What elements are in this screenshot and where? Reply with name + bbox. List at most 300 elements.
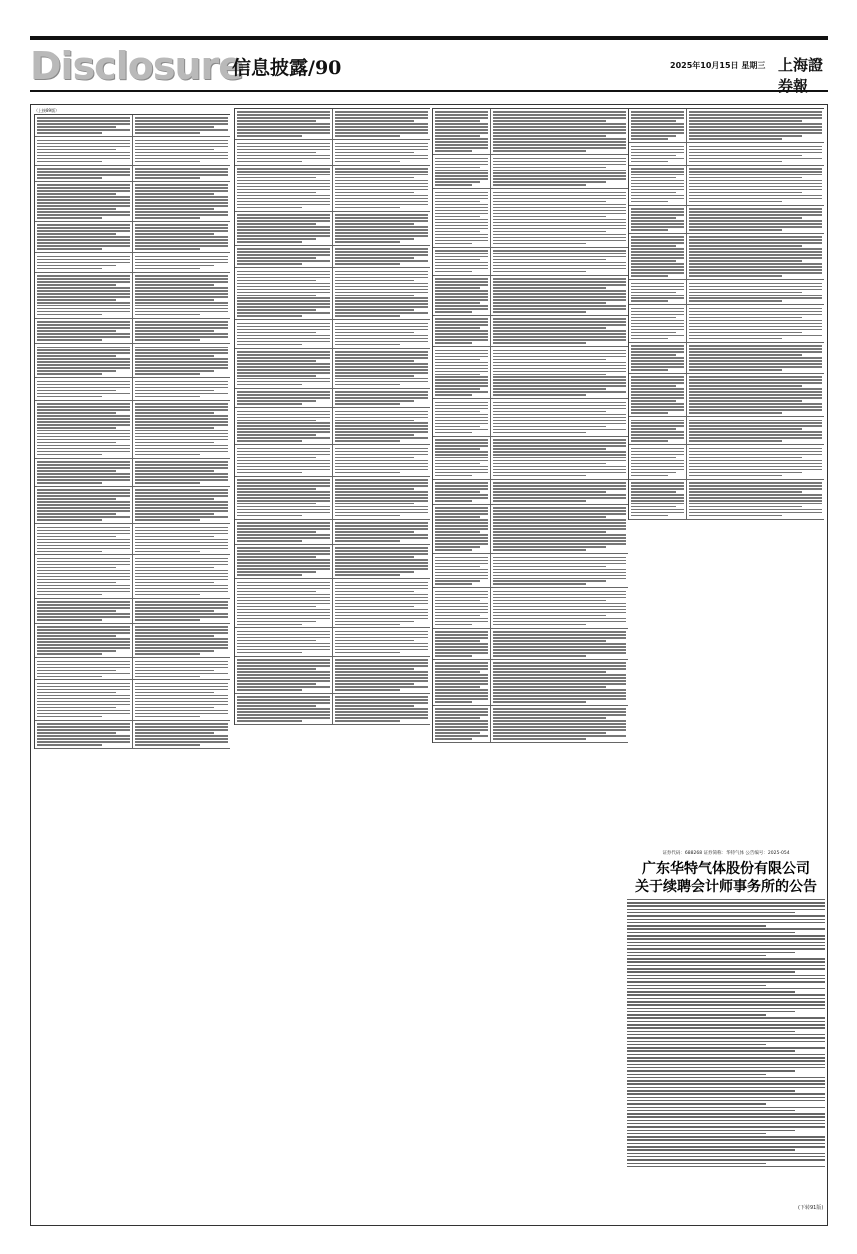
table-cell	[433, 480, 491, 505]
text-line	[237, 378, 330, 380]
text-line	[493, 158, 626, 160]
text-line	[135, 184, 228, 186]
text-line	[493, 665, 626, 667]
text-line	[435, 543, 488, 545]
text-line	[435, 287, 480, 289]
text-line	[689, 138, 782, 140]
table-cell	[333, 694, 430, 725]
text-line	[435, 735, 488, 737]
text-line	[237, 568, 330, 570]
text-line	[237, 223, 316, 225]
text-line	[435, 668, 488, 670]
text-line	[135, 664, 228, 666]
text-line	[631, 332, 676, 334]
text-line	[237, 300, 330, 302]
text-line	[689, 248, 822, 250]
text-line	[493, 637, 626, 639]
text-line	[37, 701, 130, 703]
text-line	[435, 265, 488, 267]
text-line	[631, 236, 684, 238]
text-line	[435, 336, 488, 338]
text-line	[237, 344, 302, 346]
text-line	[335, 366, 428, 368]
text-line	[237, 126, 330, 128]
text-line	[237, 646, 330, 648]
text-line	[237, 559, 330, 561]
text-line	[135, 504, 228, 506]
text-line	[237, 297, 330, 299]
table-cell	[687, 280, 824, 305]
text-line	[435, 566, 480, 568]
comparison-table-4	[628, 108, 824, 520]
table-cell	[491, 189, 628, 247]
text-line	[135, 143, 228, 145]
announcement-text-line	[627, 1004, 825, 1006]
text-line	[37, 314, 102, 316]
text-line	[135, 530, 228, 532]
text-line	[493, 692, 626, 694]
text-line	[237, 680, 330, 682]
text-line	[335, 274, 428, 276]
text-line	[335, 528, 428, 530]
text-line	[435, 138, 488, 140]
table-cell	[333, 349, 430, 389]
text-line	[237, 591, 316, 593]
text-line	[37, 193, 116, 195]
text-line	[135, 373, 200, 375]
text-line	[493, 429, 626, 431]
text-line	[493, 603, 626, 605]
text-line	[493, 519, 626, 521]
text-line	[631, 409, 684, 411]
text-line	[493, 150, 586, 152]
text-line	[493, 543, 626, 545]
text-line	[335, 397, 428, 399]
text-line	[37, 381, 130, 383]
text-line	[135, 193, 214, 195]
text-line	[237, 515, 302, 517]
announcement-text-line	[627, 1077, 825, 1079]
text-line	[493, 615, 606, 617]
text-line	[335, 699, 428, 701]
text-line	[435, 671, 480, 673]
text-line	[493, 268, 626, 270]
text-line	[689, 311, 822, 313]
table-cell	[687, 143, 824, 165]
text-line	[237, 152, 316, 154]
text-line	[493, 293, 626, 295]
text-line	[37, 545, 130, 547]
text-line	[435, 382, 488, 384]
text-line	[435, 485, 488, 487]
text-line	[335, 400, 414, 402]
text-line	[493, 231, 606, 233]
table-cell	[687, 166, 824, 206]
text-line	[37, 735, 130, 737]
text-line	[37, 473, 130, 475]
announcement-text-line	[627, 1097, 825, 1099]
text-line	[237, 226, 330, 228]
text-line	[631, 317, 676, 319]
text-line	[37, 211, 130, 213]
text-line	[435, 225, 488, 227]
text-line	[237, 180, 330, 182]
text-line	[335, 186, 428, 188]
text-line	[435, 634, 488, 636]
table-cell	[133, 721, 230, 749]
text-line	[237, 562, 330, 564]
text-line	[135, 217, 200, 219]
text-line	[37, 208, 116, 210]
text-line	[37, 579, 130, 581]
table-cell	[491, 629, 628, 660]
table-cell	[35, 182, 133, 222]
text-line	[135, 409, 228, 411]
table-cell	[491, 437, 628, 480]
text-line	[631, 475, 668, 477]
text-line	[689, 295, 822, 297]
text-line	[435, 184, 472, 186]
announcement-text-line	[627, 925, 766, 927]
text-line	[335, 531, 414, 533]
announcement-text-line	[627, 1054, 825, 1056]
text-line	[335, 553, 428, 555]
text-line	[435, 216, 480, 218]
text-line	[689, 198, 822, 200]
text-line	[135, 588, 228, 590]
text-line	[689, 420, 822, 422]
text-line	[335, 640, 414, 642]
text-line	[493, 606, 626, 608]
text-line	[37, 239, 130, 241]
text-line	[689, 451, 822, 453]
text-line	[493, 451, 626, 453]
text-line	[335, 540, 400, 542]
announcement-text-line	[627, 1149, 795, 1151]
text-line	[135, 701, 228, 703]
text-line	[37, 143, 130, 145]
text-line	[493, 439, 626, 441]
text-line	[37, 299, 116, 301]
table-cell	[687, 206, 824, 234]
text-line	[493, 405, 626, 407]
text-line	[135, 470, 214, 472]
text-line	[435, 296, 488, 298]
text-line	[493, 368, 626, 370]
text-line	[37, 530, 130, 532]
text-line	[135, 187, 228, 189]
text-line	[135, 579, 228, 581]
text-line	[435, 624, 472, 626]
text-line	[493, 259, 606, 261]
text-line	[435, 144, 488, 146]
text-line	[493, 379, 626, 381]
text-line	[435, 111, 488, 113]
text-line	[37, 132, 102, 134]
text-line	[631, 168, 684, 170]
text-line	[37, 588, 130, 590]
text-line	[631, 500, 684, 502]
text-line	[631, 283, 684, 285]
text-line	[335, 114, 428, 116]
text-line	[435, 374, 480, 376]
text-line	[335, 515, 400, 517]
announcement-text-line	[627, 1090, 795, 1092]
table-cell	[629, 280, 687, 305]
text-line	[37, 501, 130, 503]
text-line	[335, 637, 428, 639]
text-line	[237, 472, 302, 474]
text-line	[335, 232, 428, 234]
text-line	[335, 534, 428, 536]
text-line	[335, 129, 428, 131]
text-line	[493, 423, 626, 425]
table-cell	[235, 579, 333, 628]
text-line	[237, 384, 302, 386]
text-line	[135, 129, 228, 131]
text-line	[689, 335, 822, 337]
text-line	[435, 445, 488, 447]
announcement-text-line	[627, 935, 825, 937]
text-line	[135, 454, 200, 456]
text-line	[37, 653, 102, 655]
text-line	[435, 615, 480, 617]
text-line	[237, 652, 302, 654]
table-cell	[133, 344, 230, 378]
text-line	[493, 250, 626, 252]
text-line	[689, 329, 822, 331]
text-line	[335, 547, 428, 549]
text-line	[335, 214, 428, 216]
text-line	[435, 117, 488, 119]
text-line	[37, 527, 130, 529]
text-line	[493, 708, 626, 710]
text-line	[631, 335, 684, 337]
text-line	[135, 507, 228, 509]
text-line	[135, 713, 228, 715]
text-line	[493, 356, 626, 358]
text-line	[631, 123, 684, 125]
text-line	[335, 677, 428, 679]
text-line	[135, 324, 228, 326]
text-line	[335, 174, 428, 176]
text-line	[435, 167, 480, 169]
text-line	[435, 299, 488, 301]
text-line	[435, 507, 488, 509]
text-line	[335, 425, 428, 427]
text-line	[335, 155, 428, 157]
text-line	[335, 503, 414, 505]
text-line	[237, 621, 316, 623]
text-line	[493, 732, 606, 734]
text-line	[237, 460, 330, 462]
table-cell	[133, 319, 230, 344]
text-line	[435, 147, 488, 149]
text-line	[631, 494, 684, 496]
text-line	[335, 571, 414, 573]
text-line	[493, 342, 586, 344]
table-cell	[333, 545, 430, 579]
table-cell	[235, 166, 333, 212]
text-line	[631, 223, 684, 225]
text-line	[135, 439, 228, 441]
table-cell	[433, 437, 491, 480]
text-line	[435, 618, 488, 620]
text-line	[493, 513, 626, 515]
text-line	[237, 574, 302, 576]
text-line	[37, 265, 116, 267]
text-line	[435, 698, 488, 700]
text-line	[631, 454, 684, 456]
text-line	[689, 272, 822, 274]
text-line	[135, 321, 228, 323]
text-line	[237, 451, 330, 453]
text-line	[435, 646, 488, 648]
text-line	[237, 403, 302, 405]
text-line	[37, 647, 130, 649]
announcement-text-line	[627, 912, 795, 914]
table-cell	[687, 374, 824, 417]
text-line	[135, 214, 228, 216]
text-line	[237, 420, 316, 422]
table-cell	[235, 694, 333, 725]
text-line	[37, 644, 130, 646]
text-line	[493, 531, 606, 533]
text-line	[435, 414, 488, 416]
text-line	[689, 161, 782, 163]
column-4	[628, 108, 824, 844]
text-line	[135, 242, 228, 244]
table-cell	[35, 624, 133, 658]
text-line	[135, 155, 228, 157]
text-line	[237, 171, 330, 173]
text-line	[689, 251, 822, 253]
text-line	[237, 565, 330, 567]
text-line	[631, 320, 684, 322]
text-line	[335, 335, 428, 337]
text-line	[135, 735, 228, 737]
text-line	[493, 126, 626, 128]
text-line	[237, 512, 330, 514]
text-line	[689, 223, 822, 225]
table-cell	[629, 445, 687, 479]
text-line	[37, 406, 130, 408]
text-line	[689, 466, 822, 468]
text-line	[37, 224, 130, 226]
text-line	[493, 207, 626, 209]
text-line	[435, 164, 488, 166]
text-line	[37, 567, 116, 569]
text-line	[631, 394, 684, 396]
text-line	[335, 168, 428, 170]
announcement-text-line	[627, 1001, 825, 1003]
masthead	[30, 44, 828, 95]
text-line	[37, 129, 130, 131]
table-cell	[333, 445, 430, 476]
text-line	[631, 251, 684, 253]
text-line	[237, 705, 316, 707]
text-line	[631, 354, 676, 356]
text-line	[135, 641, 228, 643]
text-line	[135, 650, 214, 652]
text-line	[435, 353, 488, 355]
text-line	[631, 515, 668, 517]
text-line	[135, 393, 228, 395]
table-cell	[133, 222, 230, 253]
text-line	[435, 708, 488, 710]
text-line	[335, 295, 414, 297]
text-line	[237, 381, 330, 383]
text-line	[135, 442, 214, 444]
text-line	[435, 271, 472, 273]
table-cell	[333, 140, 430, 165]
text-line	[37, 358, 130, 360]
table-cell	[491, 554, 628, 588]
table-cell	[433, 316, 491, 347]
text-line	[689, 376, 822, 378]
text-line	[435, 240, 488, 242]
text-line	[237, 677, 330, 679]
text-line	[335, 649, 428, 651]
text-line	[335, 585, 428, 587]
text-line	[237, 711, 330, 713]
text-line	[135, 168, 228, 170]
table-cell	[133, 378, 230, 400]
text-line	[493, 442, 626, 444]
text-line	[335, 696, 428, 698]
text-line	[335, 254, 428, 256]
text-line	[37, 464, 130, 466]
text-line	[493, 164, 626, 166]
announcement-header	[627, 850, 825, 896]
announcement-text-line	[627, 1017, 825, 1019]
text-line	[135, 741, 228, 743]
text-line	[335, 341, 428, 343]
text-line	[435, 652, 488, 654]
text-line	[237, 177, 316, 179]
table-cell	[133, 599, 230, 624]
text-line	[493, 240, 626, 242]
text-line	[435, 606, 488, 608]
text-line	[237, 525, 330, 527]
text-line	[435, 597, 488, 599]
text-line	[37, 713, 130, 715]
text-line	[493, 726, 626, 728]
text-line	[435, 738, 472, 740]
text-line	[689, 403, 822, 405]
text-line	[631, 269, 684, 271]
text-line	[237, 485, 330, 487]
text-line	[37, 248, 102, 250]
text-line	[335, 417, 428, 419]
text-line	[37, 683, 130, 685]
text-line	[435, 519, 488, 521]
text-line	[435, 513, 488, 515]
text-line	[135, 208, 214, 210]
text-line	[237, 306, 330, 308]
table-cell	[333, 166, 430, 212]
announcement-text-line	[627, 968, 825, 970]
table-cell	[333, 246, 430, 268]
text-line	[631, 311, 684, 313]
text-line	[37, 619, 102, 621]
text-line	[335, 646, 428, 648]
text-line	[37, 442, 116, 444]
text-line	[493, 228, 626, 230]
text-line	[689, 434, 822, 436]
text-line	[631, 289, 684, 291]
text-line	[493, 475, 586, 477]
